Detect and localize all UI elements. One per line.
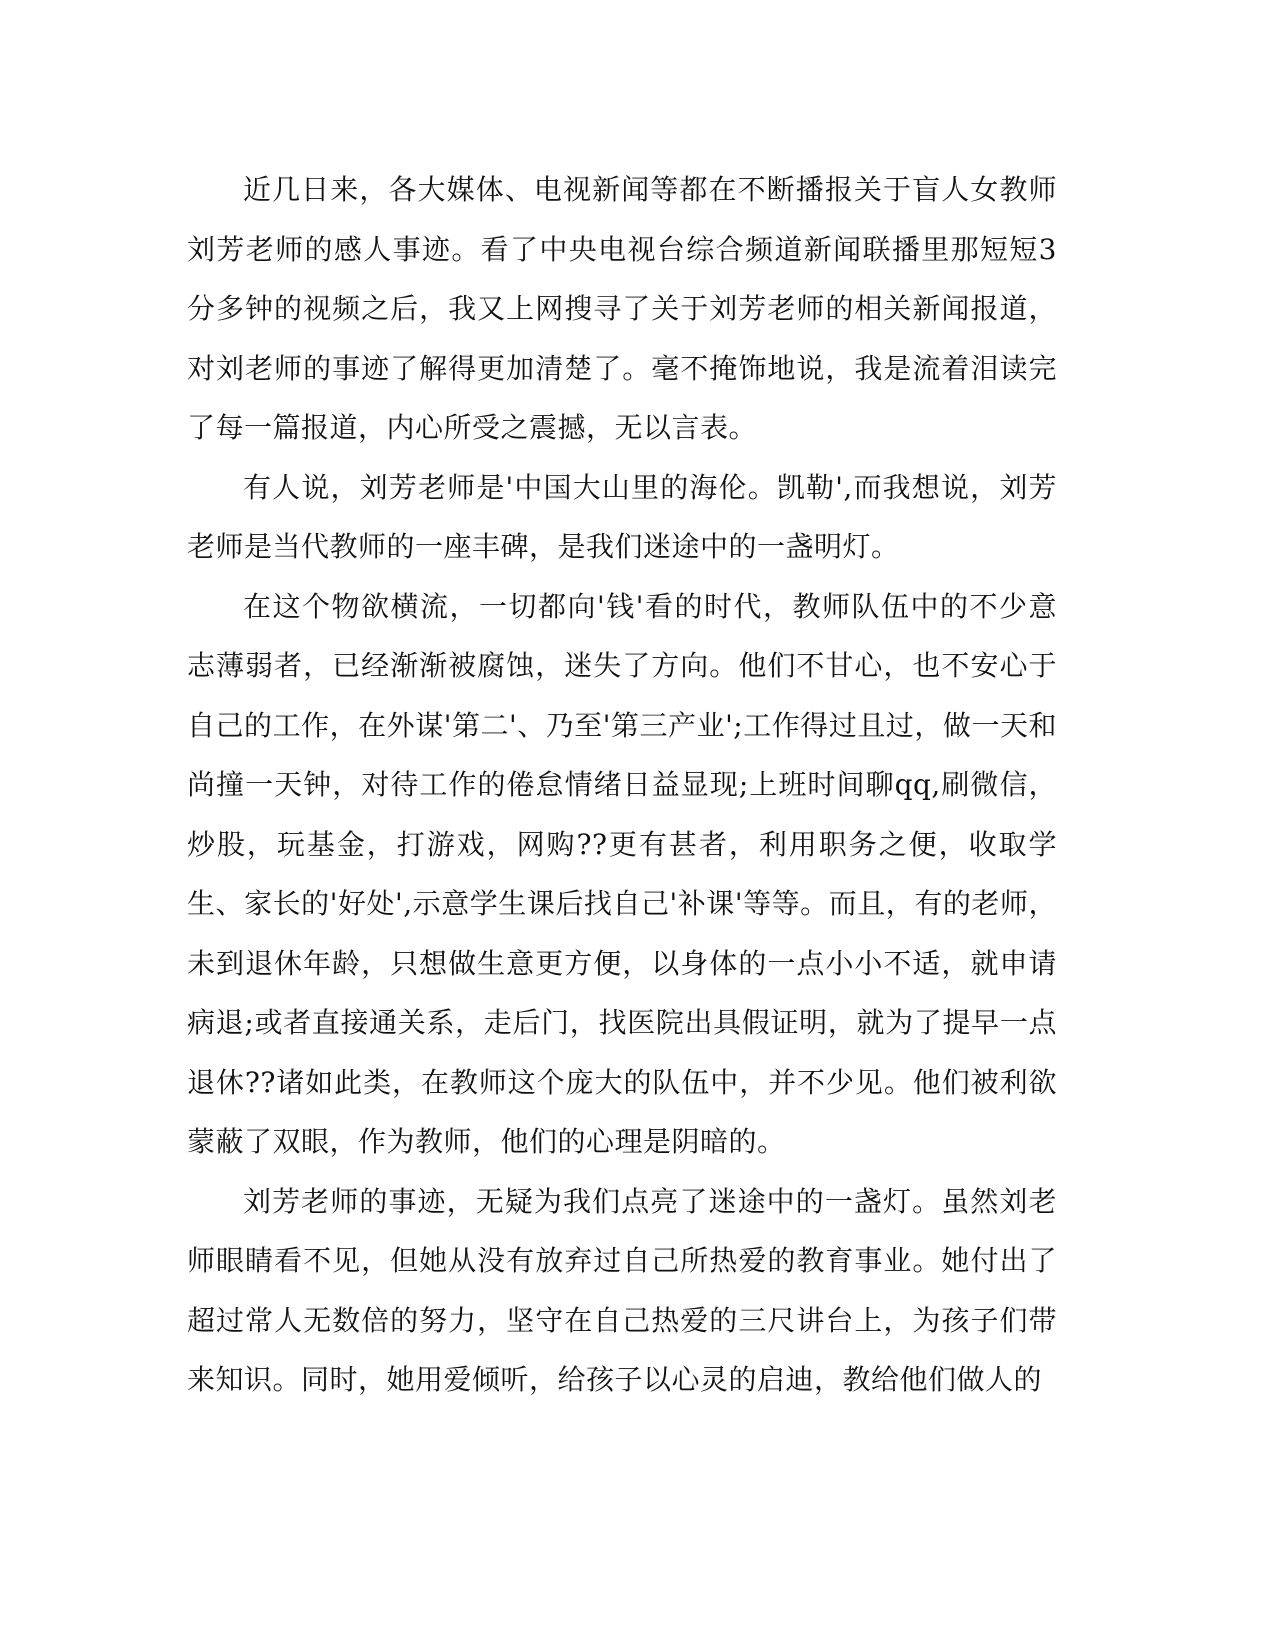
paragraph-1: 近几日来，各大媒体、电视新闻等都在不断播报关于盲人女教师刘芳老师的感人事迹。看了中央电视台综合频道新闻联播里那短短3分多钟的视频之后，我又上网搜寻了关于刘芳老师的相关新闻报道，对刘老师的事迹了解得更加清楚了。毫不掩饰地说，我是流着泪读完了每一篇报道，内心所受之震撼，无以言表。 [187, 173, 1057, 444]
paragraph-3: 在这个物欲横流，一切都向'钱'看的时代，教师队伍中的不少意志薄弱者，已经渐渐被腐蚀，迷失了方向。他们不甘心，也不安心于自己的工作，在外谋'第二'、乃至'第三产业';工作得过且过，做一天和尚撞一天钟，对待工作的倦怠情绪日益显现;上班时间聊qq,刷微信，炒股，玩基金，打游戏，网购??更有甚者，利用职务之便，收取学生、家长的'好处',示意学生课后找自己'补课'等等。而且，有的老师，未到退休年龄，只想做生意更方便，以身体的一点小小不适，就申请病退;或者直接通关系，走后门，找医院出具假证明，就为了提早一点退休??诸如此类，在教师这个庞大的队伍中，并不少见。他们被利欲蒙蔽了双眼，作为教师，他们的心理是阴暗的。 [187, 589, 1057, 1158]
paragraph-2: 有人说，刘芳老师是'中国大山里的海伦。凯勒',而我想说，刘芳老师是当代教师的一座丰碑，是我们迷途中的一盏明灯。 [187, 470, 1057, 563]
paragraph-4: 刘芳老师的事迹，无疑为我们点亮了迷途中的一盏灯。虽然刘老师眼睛看不见，但她从没有放弃过自己所热爱的教育事业。她付出了超过常人无数倍的努力，坚守在自己热爱的三尺讲台上，为孩子们带来知识。同时，她用爱倾听，给孩子以心灵的启迪，教给他们做人的 [187, 1184, 1057, 1396]
article-body [187, 160, 1057, 1410]
